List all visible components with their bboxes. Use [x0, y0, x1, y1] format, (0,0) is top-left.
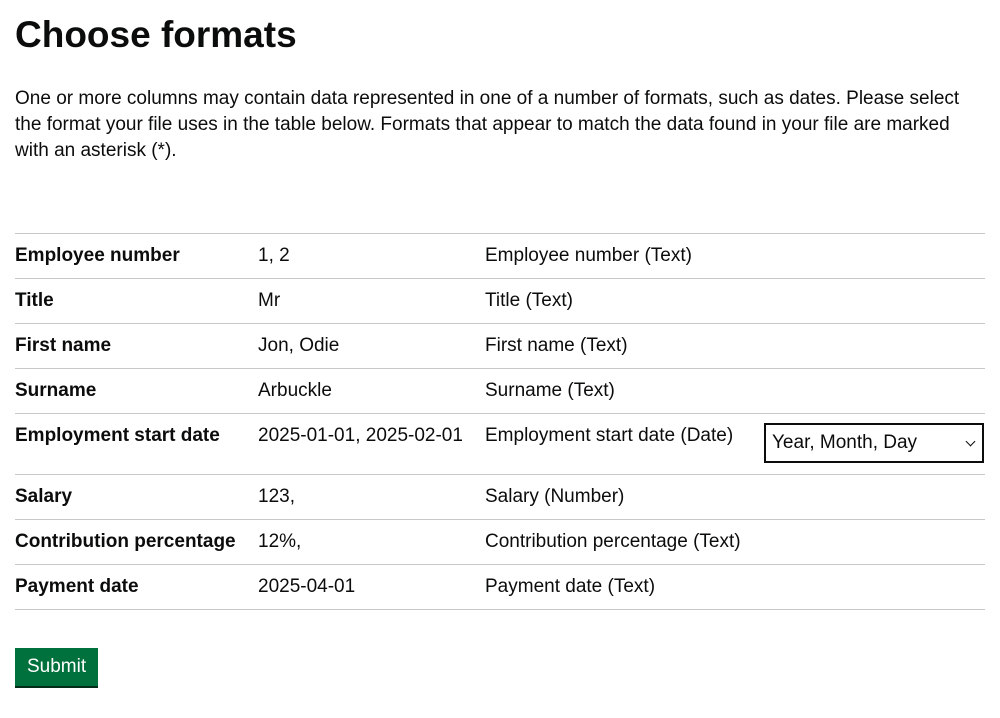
- table-row: [15, 324, 985, 369]
- sample-values: 12%,: [258, 531, 302, 552]
- format-select-cell: [764, 234, 985, 279]
- sample-values: Mr: [258, 290, 281, 311]
- formats-table: [15, 233, 985, 610]
- column-format: Salary (Number): [485, 486, 625, 507]
- column-format: Surname (Text): [485, 380, 615, 401]
- table-row: [15, 369, 985, 414]
- date-format-select-value: Year, Month, Day: [772, 432, 918, 453]
- column-format: Contribution percentage (Text): [485, 531, 741, 552]
- column-format: First name (Text): [485, 335, 628, 356]
- column-name: Employee number: [15, 245, 180, 266]
- table-row: [15, 565, 985, 610]
- table-row: [15, 234, 985, 279]
- column-name: Payment date: [15, 576, 139, 597]
- column-format: Title (Text): [485, 290, 573, 311]
- column-name: Contribution percentage: [15, 531, 236, 552]
- format-select-cell: [764, 414, 985, 475]
- column-name: Salary: [15, 486, 73, 507]
- sample-values: 1, 2: [258, 245, 290, 266]
- column-format: Payment date (Text): [485, 576, 656, 597]
- format-select-cell: [764, 565, 985, 610]
- sample-values: Arbuckle: [258, 380, 332, 401]
- column-name: First name: [15, 335, 112, 356]
- format-select-cell: [764, 475, 985, 520]
- table-row: [15, 520, 985, 565]
- sample-values: 2025-01-01, 2025-02-01: [258, 425, 463, 446]
- column-name: Title: [15, 290, 54, 311]
- column-name: Employment start date: [15, 425, 220, 446]
- chevron-down-icon: [966, 436, 976, 446]
- table-row: [15, 475, 985, 520]
- column-format: Employee number (Text): [485, 245, 692, 266]
- intro-text: One or more columns may contain data represented in one of a number of formats, such as dates. Please select the format your file uses in the table below. Formats that appear to match the data found in your file are marked with an asterisk (*).: [15, 88, 960, 161]
- sample-values: 2025-04-01: [258, 576, 356, 597]
- table-row: [15, 414, 985, 475]
- page-title: Choose formats: [15, 14, 297, 55]
- format-select-cell: [764, 279, 985, 324]
- submit-button[interactable]: Submit: [15, 648, 98, 686]
- format-select-cell: [764, 324, 985, 369]
- format-select-cell: [764, 369, 985, 414]
- sample-values: Jon, Odie: [258, 335, 340, 356]
- date-format-select[interactable]: [764, 423, 984, 463]
- sample-values: 123,: [258, 486, 295, 507]
- format-select-cell: [764, 520, 985, 565]
- column-format: Employment start date (Date): [485, 425, 734, 446]
- column-name: Surname: [15, 380, 97, 401]
- table-row: [15, 279, 985, 324]
